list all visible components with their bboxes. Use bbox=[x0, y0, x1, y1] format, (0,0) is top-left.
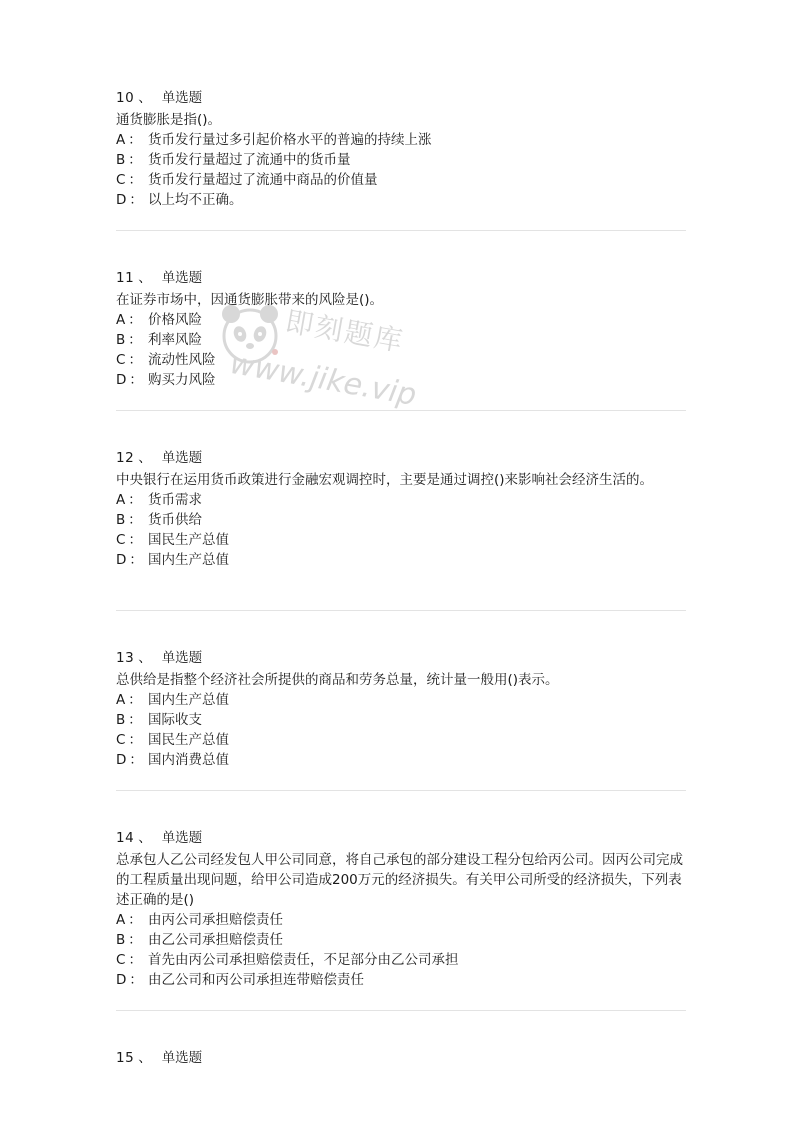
option-d bbox=[116, 370, 686, 390]
option-text: 利率风险 bbox=[148, 332, 202, 348]
option-label: B bbox=[116, 712, 126, 728]
option-colon: ： bbox=[128, 152, 142, 168]
question-number: 10 bbox=[116, 90, 135, 106]
question-11 bbox=[116, 268, 686, 390]
option-d bbox=[116, 550, 686, 570]
option-text: 货币发行量过多引起价格水平的普遍的持续上涨 bbox=[148, 132, 432, 148]
question-number: 11 bbox=[116, 270, 135, 286]
option-text: 国内生产总值 bbox=[148, 552, 229, 568]
question-header bbox=[116, 1048, 686, 1068]
option-colon: ： bbox=[129, 752, 143, 768]
question-stem: 总供给是指整个经济社会所提供的商品和劳务总量，统计量一般用()表示。 bbox=[116, 672, 559, 688]
option-label: D bbox=[116, 752, 127, 768]
question-number: 12 bbox=[116, 450, 135, 466]
option-label: A bbox=[116, 312, 126, 328]
question-12 bbox=[116, 448, 686, 570]
option-text: 国内生产总值 bbox=[148, 692, 229, 708]
option-a bbox=[116, 130, 686, 150]
option-label: A bbox=[116, 132, 126, 148]
option-text: 以上均不正确。 bbox=[148, 192, 243, 208]
option-colon: ： bbox=[128, 492, 142, 508]
option-label: B bbox=[116, 932, 126, 948]
option-colon: ： bbox=[129, 552, 143, 568]
question-divider bbox=[116, 1010, 686, 1011]
question-header bbox=[116, 88, 686, 108]
option-text: 货币发行量超过了流通中的货币量 bbox=[148, 152, 351, 168]
option-label: C bbox=[116, 532, 126, 548]
watermark-brand: 即刻题库 bbox=[282, 304, 407, 359]
option-label: C bbox=[116, 952, 126, 968]
question-number: 13 bbox=[116, 650, 135, 666]
option-text: 首先由丙公司承担赔偿责任，不足部分由乙公司承担 bbox=[148, 952, 459, 968]
option-label: D bbox=[116, 372, 127, 388]
question-15 bbox=[116, 1048, 686, 1070]
option-label: D bbox=[116, 192, 127, 208]
option-colon: ： bbox=[128, 532, 142, 548]
option-text: 国民生产总值 bbox=[148, 732, 229, 748]
option-d bbox=[116, 750, 686, 770]
option-colon: ： bbox=[128, 172, 142, 188]
question-divider bbox=[116, 790, 686, 791]
question-separator: 、 bbox=[138, 650, 152, 666]
option-colon: ： bbox=[128, 312, 142, 328]
option-text: 货币供给 bbox=[148, 512, 202, 528]
option-a bbox=[116, 910, 686, 930]
option-a bbox=[116, 690, 686, 710]
option-colon: ： bbox=[128, 692, 142, 708]
option-a bbox=[116, 490, 686, 510]
question-type: 单选题 bbox=[161, 450, 203, 466]
option-d bbox=[116, 970, 686, 990]
option-colon: ： bbox=[129, 972, 143, 988]
option-colon: ： bbox=[128, 512, 142, 528]
option-label: C bbox=[116, 352, 126, 368]
question-header bbox=[116, 268, 686, 288]
question-type: 单选题 bbox=[161, 830, 203, 846]
question-separator: 、 bbox=[138, 830, 152, 846]
option-label: B bbox=[116, 512, 126, 528]
option-label: D bbox=[116, 552, 127, 568]
question-header bbox=[116, 448, 686, 468]
option-label: C bbox=[116, 732, 126, 748]
question-type: 单选题 bbox=[161, 270, 203, 286]
question-separator: 、 bbox=[138, 450, 152, 466]
question-type: 单选题 bbox=[161, 90, 203, 106]
option-text: 国内消费总值 bbox=[148, 752, 229, 768]
option-text: 货币发行量超过了流通中商品的价值量 bbox=[148, 172, 378, 188]
option-label: A bbox=[116, 492, 126, 508]
question-header bbox=[116, 648, 686, 668]
question-stem: 中央银行在运用货币政策进行金融宏观调控时，主要是通过调控()来影响社会经济生活的。 bbox=[116, 472, 654, 488]
option-text: 由乙公司承担赔偿责任 bbox=[148, 932, 283, 948]
watermark-url: www.jike.vip bbox=[227, 345, 420, 414]
option-text: 国民生产总值 bbox=[148, 532, 229, 548]
question-separator: 、 bbox=[138, 270, 152, 286]
option-text: 购买力风险 bbox=[148, 372, 216, 388]
option-c bbox=[116, 170, 686, 190]
option-colon: ： bbox=[129, 372, 143, 388]
option-b bbox=[116, 930, 686, 950]
option-text: 由乙公司和丙公司承担连带赔偿责任 bbox=[148, 972, 364, 988]
option-c bbox=[116, 530, 686, 550]
question-divider bbox=[116, 230, 686, 231]
option-colon: ： bbox=[128, 132, 142, 148]
option-label: A bbox=[116, 912, 126, 928]
option-colon: ： bbox=[129, 192, 143, 208]
option-label: B bbox=[116, 332, 126, 348]
question-10 bbox=[116, 88, 686, 210]
question-stem: 在证券市场中，因通货膨胀带来的风险是()。 bbox=[116, 292, 384, 308]
option-label: B bbox=[116, 152, 126, 168]
option-label: C bbox=[116, 172, 126, 188]
option-b bbox=[116, 510, 686, 530]
option-c bbox=[116, 950, 686, 970]
option-b bbox=[116, 150, 686, 170]
question-separator: 、 bbox=[138, 90, 152, 106]
question-stem: 通货膨胀是指()。 bbox=[116, 112, 222, 128]
option-a bbox=[116, 310, 686, 330]
option-text: 货币需求 bbox=[148, 492, 202, 508]
question-14 bbox=[116, 828, 686, 990]
question-type: 单选题 bbox=[161, 650, 203, 666]
question-separator: 、 bbox=[138, 1050, 152, 1066]
option-label: D bbox=[116, 972, 127, 988]
option-b bbox=[116, 710, 686, 730]
question-divider bbox=[116, 610, 686, 611]
option-label: A bbox=[116, 692, 126, 708]
option-d bbox=[116, 190, 686, 210]
option-b bbox=[116, 330, 686, 350]
question-divider bbox=[116, 410, 686, 411]
option-colon: ： bbox=[128, 732, 142, 748]
option-text: 由丙公司承担赔偿责任 bbox=[148, 912, 283, 928]
option-c bbox=[116, 350, 686, 370]
question-type: 单选题 bbox=[161, 1050, 203, 1066]
question-13 bbox=[116, 648, 686, 770]
option-text: 国际收支 bbox=[148, 712, 202, 728]
question-number: 15 bbox=[116, 1050, 135, 1066]
option-text: 流动性风险 bbox=[148, 352, 216, 368]
option-colon: ： bbox=[128, 932, 142, 948]
option-colon: ： bbox=[128, 712, 142, 728]
option-colon: ： bbox=[128, 332, 142, 348]
question-header bbox=[116, 828, 686, 848]
option-colon: ： bbox=[128, 352, 142, 368]
question-stem: 总承包人乙公司经发包人甲公司同意，将自己承包的部分建设工程分包给丙公司。因丙公司完成的工程质量出现问题，给甲公司造成200万元的经济损失。有关甲公司所受的经济损失，下列表述正确的是() bbox=[116, 852, 683, 908]
option-colon: ： bbox=[128, 912, 142, 928]
option-colon: ： bbox=[128, 952, 142, 968]
option-text: 价格风险 bbox=[148, 312, 202, 328]
option-c bbox=[116, 730, 686, 750]
question-number: 14 bbox=[116, 830, 135, 846]
